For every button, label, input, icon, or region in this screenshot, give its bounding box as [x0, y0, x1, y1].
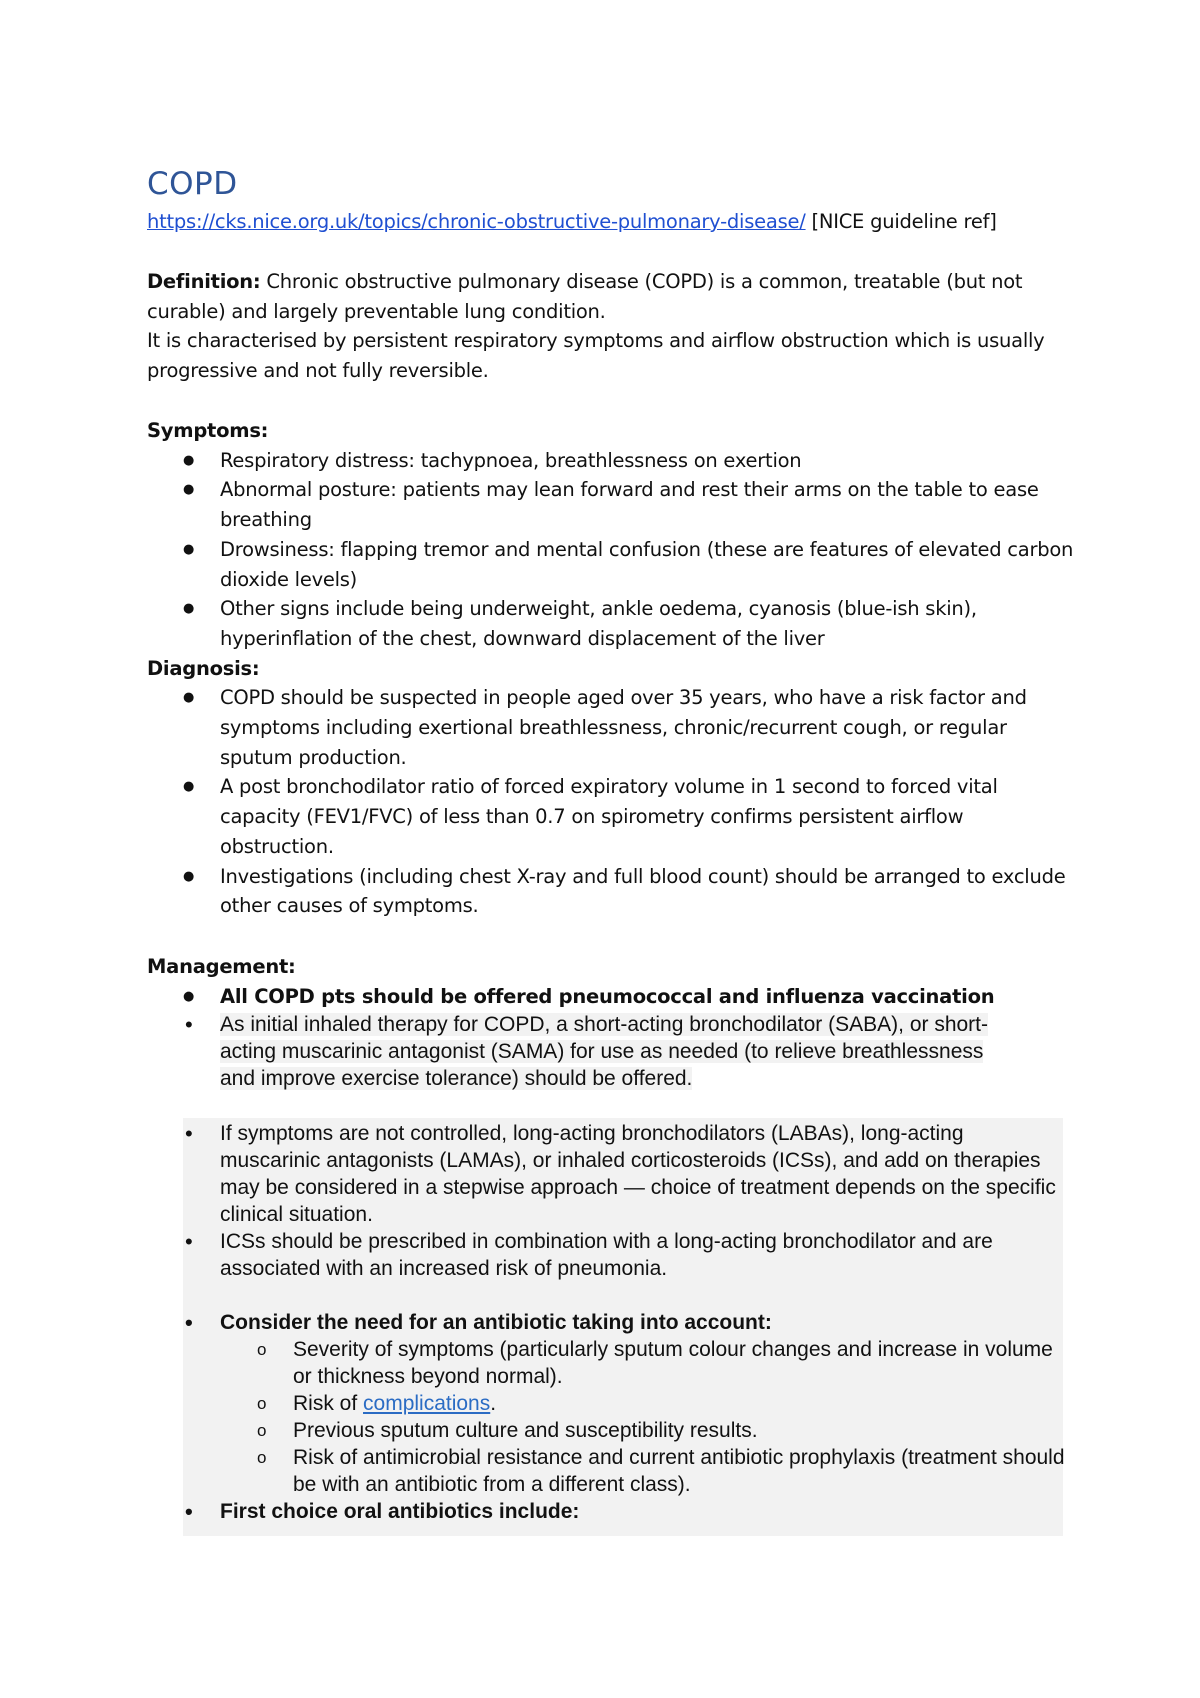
advanced-management-block	[147, 1120, 1067, 1525]
nice-reference-line	[147, 207, 1067, 237]
ics-item: • ICSs should be prescribed in combination with a long-acting bronchodilator and are associated with an increased risk of pneumonia.	[147, 1228, 1067, 1282]
complications-link[interactable]: complications	[363, 1392, 491, 1415]
management-section	[147, 952, 1077, 1011]
nice-guideline-suffix: [NICE guideline ref]	[805, 210, 997, 233]
definition-paragraph	[147, 267, 1047, 326]
antibiotic-considerations-list	[147, 1336, 1067, 1498]
definition-text: Chronic obstructive pulmonary disease (COPD) is a common, treatable (but not curable) and largely preventable lung condition.	[147, 270, 1023, 323]
antibiotic-consideration-item: o Previous sputum culture and susceptibility results.	[147, 1417, 1067, 1444]
symptom-item: ● Respiratory distress: tachypnoea, breathlessness on exertion	[147, 446, 1077, 476]
symptoms-heading: Symptoms:	[147, 419, 269, 442]
document-title: COPD	[147, 166, 238, 202]
management-heading: Management:	[147, 955, 296, 978]
symptom-item: ● Other signs include being underweight, ankle oedema, cyanosis (blue-ish skin), hyperinflation of the chest, downward displacement of the liver	[147, 594, 1077, 653]
definition-block	[147, 267, 1047, 386]
antibiotic-consideration-item	[147, 1390, 1067, 1417]
not-controlled-item: • If symptoms are not controlled, long-acting bronchodilators (LABAs), long-acting muscarinic antagonists (LAMAs), or inhaled corticosteroids (ICSs), and add on therapies may be considered in a stepwise approach — choice of treatment depends on the specific clinical situation.	[147, 1120, 1067, 1228]
risk-suffix: .	[490, 1392, 497, 1415]
antibiotic-consideration-item: o Risk of antimicrobial resistance and current antibiotic prophylaxis (treatment should be with an antibiotic from a different class).	[147, 1444, 1067, 1498]
definition-label: Definition:	[147, 270, 261, 293]
vaccination-item: ● All COPD pts should be offered pneumococcal and influenza vaccination	[147, 982, 1077, 1012]
diagnosis-heading: Diagnosis:	[147, 656, 260, 680]
antibiotic-consideration-item: o Severity of symptoms (particularly sputum colour changes and increase in volume or thickness beyond normal).	[147, 1336, 1067, 1390]
symptom-item: ● Abnormal posture: patients may lean forward and rest their arms on the table to ease breathing	[147, 475, 1077, 534]
first-choice-list	[147, 1498, 1067, 1525]
antibiotic-heading-item: • Consider the need for an antibiotic taking into account:	[147, 1309, 1067, 1336]
advanced-management-list	[147, 1120, 1067, 1336]
diagnosis-item: ● COPD should be suspected in people aged over 35 years, who have a risk factor and symptoms including exertional breathlessness, chronic/recurrent cough, or regular sputum production.	[147, 683, 1077, 772]
diagnosis-item: ● A post bronchodilator ratio of forced expiratory volume in 1 second to forced vital capacity (FEV1/FVC) of less than 0.7 on spirometry confirms persistent airflow obstruction.	[147, 772, 1077, 861]
symptom-item: ● Drowsiness: flapping tremor and mental confusion (these are features of elevated carbon dioxide levels)	[147, 535, 1077, 594]
initial-therapy-item	[147, 1011, 1017, 1092]
symptoms-list	[147, 446, 1077, 654]
initial-therapy-text: As initial inhaled therapy for COPD, a short-acting bronchodilator (SABA), or short-acting muscarinic antagonist (SAMA) for use as needed (to relieve breathlessness and improve exercise tolerance) should be offered.	[220, 1013, 989, 1090]
management-list-top	[147, 982, 1077, 1012]
definition-characterisation: It is characterised by persistent respiratory symptoms and airflow obstruction which is usually progressive and not fully reversible.	[147, 329, 1045, 383]
diagnosis-list	[147, 683, 1077, 921]
first-choice-item: • First choice oral antibiotics include:	[147, 1498, 1067, 1525]
symptoms-section	[147, 416, 1077, 921]
nice-guideline-link[interactable]: https://cks.nice.org.uk/topics/chronic-obstructive-pulmonary-disease/	[147, 210, 806, 233]
initial-therapy-list	[147, 1011, 1017, 1092]
risk-prefix: Risk of	[293, 1392, 364, 1415]
diagnosis-item: ● Investigations (including chest X-ray and full blood count) should be arranged to exclude other causes of symptoms.	[147, 862, 1077, 921]
initial-therapy-block	[147, 1011, 1017, 1092]
